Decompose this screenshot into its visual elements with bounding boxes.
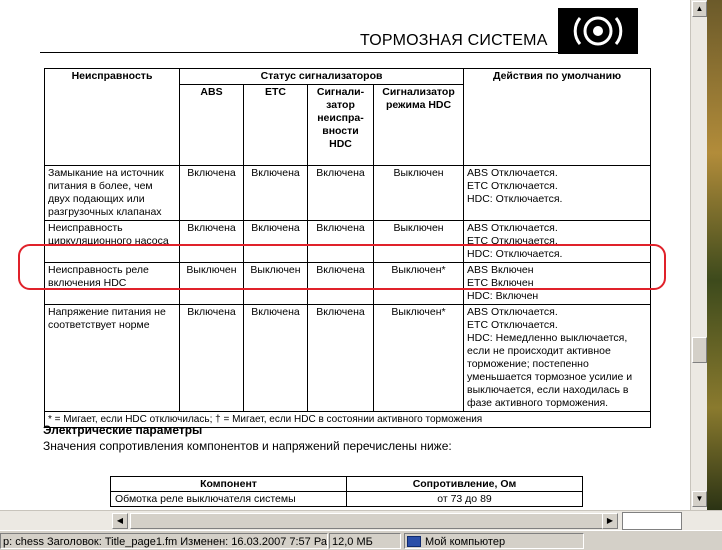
vertical-scrollbar[interactable] [690,0,707,510]
hdc-mode-cell: Выключен [374,166,464,221]
hdc-fault-cell: Включена [308,221,374,263]
actions-cell: ABS Отключается. ETC Отключается. HDC: Отключается. [464,166,651,221]
hdc-fault-cell: Включена [308,263,374,305]
hdc-mode-cell: Выключен* [374,263,464,305]
table-row [45,166,651,221]
desktop-background-strip [707,0,722,510]
fault-cell: Напряжение питания не соответствует норме [45,305,180,412]
horizontal-scroll-thumb[interactable] [130,513,605,529]
abs-cell: Включена [180,305,244,412]
scroll-right-icon[interactable]: ▶ [602,513,618,529]
brake-warning-icon [558,8,638,54]
abs-cell: Включена [180,221,244,263]
actions-cell: ABS Включен ETC Включен HDC: Включен [464,263,651,305]
actions-cell: ABS Отключается. ETC Отключается. HDC: Отключается. [464,221,651,263]
page-number-box[interactable] [622,512,682,530]
scroll-up-icon[interactable]: ▲ [692,1,707,17]
section-text: Значения сопротивления компонентов и напряжений перечислены ниже: [43,439,452,453]
table-row [111,492,583,507]
header-resistance: Сопротивление, Ом [347,477,583,492]
header-component: Компонент [111,477,347,492]
table-footnote: * = Мигает, если HDC отключилась; † = Мигает, если HDC в состоянии активного торможения [45,412,651,428]
hdc-mode-cell: Выключен [374,221,464,263]
etc-cell: Включена [244,221,308,263]
subheader-etc: ETC [244,85,308,166]
subheader-hdc-mode: Сигнализатор режима HDC [374,85,464,166]
status-bar [0,530,722,550]
vertical-scroll-thumb[interactable] [692,337,707,363]
component-name-cell: Обмотка реле выключателя системы [111,492,347,507]
scroll-left-icon[interactable]: ◀ [112,513,128,529]
etc-cell: Включена [244,305,308,412]
abs-cell: Включена [180,166,244,221]
scroll-down-icon[interactable]: ▼ [692,491,707,507]
etc-cell: Выключен [244,263,308,305]
status-size: 12,0 МБ [329,533,401,549]
hdc-fault-cell: Включена [308,305,374,412]
horizontal-scrollbar[interactable] [0,510,722,530]
resistance-cell: от 73 до 89 [347,492,583,507]
header-fault: Неисправность [45,69,180,166]
status-zone [404,533,584,549]
abs-cell: Выключен [180,263,244,305]
header-rule [40,52,558,53]
header-actions: Действия по умолчанию [464,69,651,166]
fault-cell: Замыкание на источник питания в более, чем двух подающих или разгрузочных клапанах [45,166,180,221]
status-doc-info: p: chess Заголовок: Title_page1.fm Изменен: 16.03.2007 7:57 Ра [0,533,328,549]
page-title: ТОРМОЗНАЯ СИСТЕМА [360,32,548,49]
components-table [110,476,583,507]
header-status: Статус сигнализаторов [180,69,464,85]
subheader-abs: ABS [180,85,244,166]
status-zone-label: Мой компьютер [425,536,506,548]
hdc-fault-cell: Включена [308,166,374,221]
hdc-mode-cell: Выключен* [374,305,464,412]
highlight-annotation [18,244,666,290]
fault-cell: Неисправность реле включения HDC [45,263,180,305]
section-title: Электрические параметры [43,423,203,437]
computer-icon [407,536,421,547]
table-row [45,305,651,412]
fault-cell: Неисправность циркуляционного насоса [45,221,180,263]
actions-cell: ABS Отключается. ETC Отключается. HDC: Немедленно выключается, если не происходит активное торможение; постепенно уменьшается тормозное усилие и выключается, если находилась в фазе активного торможения. [464,305,651,412]
etc-cell: Включена [244,166,308,221]
subheader-hdc-fault: Сигнали- затор неиспра- вности HDC [308,85,374,166]
